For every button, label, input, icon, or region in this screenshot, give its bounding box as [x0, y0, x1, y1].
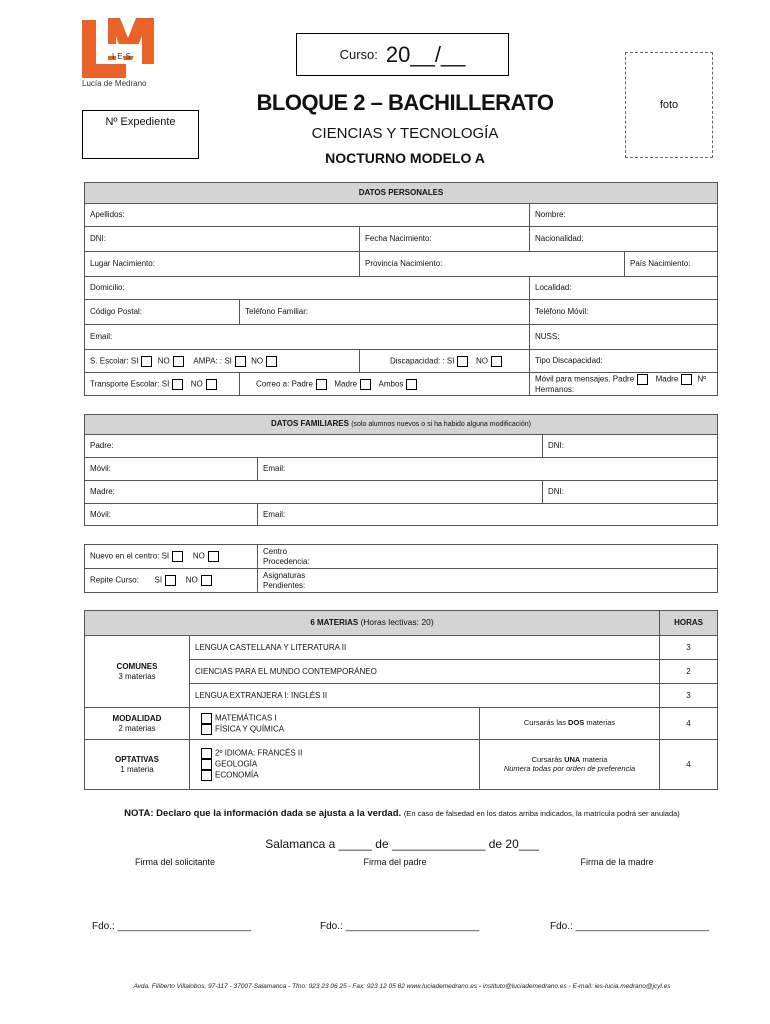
movil-madre-checkbox[interactable]	[681, 374, 692, 385]
fdo-padre[interactable]: Fdo.: ________________________	[320, 921, 480, 932]
ampa-no-label: NO	[251, 356, 264, 366]
repite-no-checkbox[interactable]	[201, 575, 212, 586]
optativas-items	[190, 740, 480, 790]
modalidad-title: MODALIDAD	[112, 714, 162, 724]
nacionalidad-label: Nacionalidad:	[535, 234, 584, 244]
codigo-postal-field[interactable]	[85, 300, 240, 325]
curso-value: 20__/__	[385, 41, 466, 67]
madre-email-field[interactable]	[258, 504, 718, 526]
comun-3-hours: 3	[660, 684, 718, 708]
codigo-postal-label: Código Postal:	[90, 307, 143, 317]
correo-padre-checkbox[interactable]	[316, 379, 327, 390]
dni-label: DNI:	[90, 234, 106, 244]
frances-label: 2º IDIOMA: FRANCÉS II	[215, 748, 303, 758]
discapacidad-si-checkbox[interactable]	[457, 356, 468, 367]
email-field[interactable]	[85, 325, 530, 350]
nuevo-label: Nuevo en el centro: SI	[90, 551, 170, 561]
padre-movil-label: Móvil:	[90, 464, 111, 474]
discapacidad-label: Discapacidad: : SI	[390, 356, 455, 366]
s-escolar-label: S. Escolar: SI	[90, 356, 139, 366]
optativas-note-pre: Cursarás	[531, 754, 562, 764]
lugar-nacimiento-label: Lugar Nacimiento:	[90, 259, 155, 269]
optativas-cell	[85, 740, 190, 790]
asignaturas-label: Asignaturas Pendientes:	[263, 571, 306, 590]
madre-email-label: Email:	[263, 509, 286, 519]
centro-table	[84, 544, 718, 593]
optativas-note	[480, 740, 660, 790]
procedencia-label: Centro Procedencia:	[263, 547, 310, 566]
padre-movil-field[interactable]	[85, 458, 258, 481]
hermanos-label: Nº Hermanos:	[535, 374, 707, 394]
nota-small: (En caso de falsedad en los datos arriba indicados, la matrícula podrá ser anulada)	[403, 809, 680, 818]
comunes-sub: 3 materias	[118, 671, 156, 681]
transporte-si-checkbox[interactable]	[172, 379, 183, 390]
page-subtitle-2: NOCTURNO MODELO A	[325, 150, 485, 166]
padre-email-field[interactable]	[258, 458, 718, 481]
asignaturas-field[interactable]	[258, 569, 718, 593]
personal-heading: DATOS PERSONALES	[85, 183, 718, 204]
logo-letters: IES	[112, 52, 134, 61]
movil-madre-label: Madre	[655, 374, 679, 384]
nuevo-si-checkbox[interactable]	[172, 551, 183, 562]
curso-label: Curso:	[339, 47, 378, 62]
family-heading	[85, 415, 718, 435]
fdo-solicitante[interactable]: Fdo.: ________________________	[92, 921, 252, 932]
procedencia-field[interactable]	[258, 545, 718, 569]
movil-padre-checkbox[interactable]	[637, 374, 648, 385]
nombre-field[interactable]	[530, 204, 718, 227]
pais-nacimiento-label: País Nacimiento:	[630, 259, 691, 269]
comun-3: LENGUA EXTRANJERA I: INGLÉS II	[190, 684, 660, 708]
modalidad-sub: 2 materias	[118, 723, 156, 733]
photo-box	[625, 52, 713, 158]
provincia-nacimiento-field[interactable]	[360, 252, 625, 277]
nombre-label: Nombre:	[535, 210, 566, 220]
correo-ambos-label: Ambos	[378, 379, 404, 389]
economia-label: ECONOMÍA	[215, 770, 259, 780]
movil-padre-label: Móvil para mensajes. Padre	[535, 374, 635, 384]
modalidad-note-bold: DOS	[568, 718, 585, 728]
curso-box[interactable]	[296, 33, 509, 76]
discapacidad-no-checkbox[interactable]	[491, 356, 502, 367]
frances-checkbox[interactable]	[201, 748, 212, 759]
lugar-nacimiento-field[interactable]	[85, 252, 360, 277]
apellidos-label: Apellidos:	[90, 210, 125, 220]
ampa-no-checkbox[interactable]	[266, 356, 277, 367]
madre-dni-label: DNI:	[548, 487, 564, 497]
madre-dni-field[interactable]	[543, 481, 718, 504]
email-label: Email:	[90, 332, 113, 342]
repite-no-label: NO	[185, 575, 198, 585]
apellidos-field[interactable]	[85, 204, 530, 227]
optativas-note-bold: UNA	[564, 754, 581, 764]
comun-1-hours: 3	[660, 636, 718, 660]
madre-field[interactable]	[85, 481, 543, 504]
comunes-title: COMUNES	[116, 662, 158, 672]
personal-data-table	[84, 182, 718, 396]
family-heading-label: DATOS FAMILIARES	[271, 419, 349, 429]
modalidad-items	[190, 708, 480, 740]
fdo-madre[interactable]: Fdo.: ________________________	[550, 921, 710, 932]
nuss-label: NUSS:	[535, 332, 560, 342]
optativas-hours: 4	[660, 740, 718, 790]
nacionalidad-field[interactable]	[530, 227, 718, 252]
s-escolar-no-label: NO	[157, 356, 170, 366]
padre-label: Padre:	[90, 441, 114, 451]
transporte-label: Transporte Escolar: SI	[90, 379, 170, 389]
repite-label: Repite Curso:	[90, 575, 139, 585]
padre-dni-label: DNI:	[548, 441, 564, 451]
geologia-label: GEOLOGÍA	[215, 759, 258, 769]
correo-madre-label: Madre	[334, 379, 358, 389]
modalidad-cell	[85, 708, 190, 740]
correo-padre-label: Correo a: Padre	[256, 379, 313, 389]
provincia-nacimiento-label: Provincia Nacimiento:	[365, 259, 443, 269]
servicios-row	[85, 350, 360, 373]
repite-cell	[85, 569, 258, 593]
page-title: BLOQUE 2 – BACHILLERATO	[256, 90, 554, 115]
nuevo-centro-cell	[85, 545, 258, 569]
modalidad-hours: 4	[660, 708, 718, 740]
domicilio-label: Domicilio:	[90, 283, 125, 293]
telefono-movil-field[interactable]	[530, 300, 718, 325]
modalidad-note	[480, 708, 660, 740]
optativas-note-2: Numera todas por orden de preferencia	[503, 763, 636, 773]
dni-field[interactable]	[85, 227, 360, 252]
horas-heading: HORAS	[660, 611, 718, 636]
pais-nacimiento-field[interactable]	[625, 252, 718, 277]
madre-movil-field[interactable]	[85, 504, 258, 526]
padre-email-label: Email:	[263, 464, 286, 474]
fisica-quimica-label: FÍSICA Y QUÍMICA	[215, 724, 285, 734]
matematicas-label: MATEMÁTICAS I	[215, 713, 277, 723]
comun-2-hours: 2	[660, 660, 718, 684]
localidad-field[interactable]	[530, 277, 718, 300]
firma-solicitante: Firma del solicitante	[134, 857, 216, 867]
logo-caption: Lucía de Medrano	[82, 79, 147, 88]
telefono-familiar-field[interactable]	[240, 300, 530, 325]
nuevo-no-label: NO	[192, 551, 205, 561]
nuss-field[interactable]	[530, 325, 718, 350]
page-subtitle: CIENCIAS Y TECNOLOGÍA	[311, 125, 499, 142]
materias-heading-label: 6 MATERIAS	[310, 618, 359, 628]
fecha-nacimiento-field[interactable]	[360, 227, 530, 252]
correo-ambos-checkbox[interactable]	[406, 379, 417, 390]
expediente-box[interactable]	[82, 110, 199, 159]
geologia-checkbox[interactable]	[201, 759, 212, 770]
nuevo-no-checkbox[interactable]	[208, 551, 219, 562]
madre-movil-label: Móvil:	[90, 509, 111, 519]
transporte-no-label: NO	[190, 379, 203, 389]
expediente-label: Nº Expediente	[105, 116, 176, 128]
localidad-label: Localidad:	[535, 283, 572, 293]
family-data-table	[84, 414, 718, 526]
firma-madre: Firma de la madre	[580, 857, 654, 867]
tipo-discapacidad-field[interactable]	[530, 350, 718, 373]
s-escolar-no-checkbox[interactable]	[173, 356, 184, 367]
discapacidad-no-label: NO	[475, 356, 488, 366]
discapacidad-cell	[360, 350, 530, 373]
repite-si-checkbox[interactable]	[165, 575, 176, 586]
comun-1: LENGUA CASTELLANA Y LITERATURA II	[190, 636, 660, 660]
optativas-title: OPTATIVAS	[115, 755, 159, 765]
fisica-quimica-checkbox[interactable]	[201, 724, 212, 735]
modalidad-note-pre: Cursarás las	[523, 718, 566, 728]
comunes-cell	[85, 636, 190, 708]
tipo-discapacidad-label: Tipo Discapacidad:	[535, 356, 603, 366]
materias-table	[84, 610, 718, 790]
transporte-no-checkbox[interactable]	[206, 379, 217, 390]
s-escolar-si-checkbox[interactable]	[141, 356, 152, 367]
correo-madre-checkbox[interactable]	[360, 379, 371, 390]
nota	[82, 808, 722, 819]
optativas-sub: 1 materia	[120, 764, 154, 774]
domicilio-field[interactable]	[85, 277, 530, 300]
family-heading-note: (solo alumnos nuevos o si ha habido alguna modificación)	[351, 421, 531, 429]
economia-checkbox[interactable]	[201, 770, 212, 781]
padre-field[interactable]	[85, 435, 543, 458]
footer: Avda. Filiberto Villalobos, 97-117 - 37007-Salamanca - Tfno: 923 23 06 25 - Fax: 923 12 05 82 www.luciademedrano.es - instituto@luciademedrano.es - E-mail: ies-lucia.medrano@jcyl.es	[133, 983, 671, 990]
nota-bold: NOTA: Declaro que la información dada se ajusta a la verdad.	[124, 808, 402, 819]
transporte-cell	[85, 373, 240, 396]
ampa-label: AMPA: : SI	[193, 356, 232, 366]
correo-cell	[240, 373, 530, 396]
optativas-note-post: materia	[582, 754, 608, 764]
modalidad-note-post: materias	[586, 718, 616, 728]
madre-label: Madre:	[90, 487, 115, 497]
repite-si-label: SI	[154, 575, 163, 585]
place-date: Salamanca a _____ de ______________ de 20___	[265, 837, 539, 851]
telefono-familiar-label: Teléfono Familiar:	[245, 307, 309, 317]
movil-mensajes-cell	[530, 373, 718, 396]
comun-2: CIENCIAS PARA EL MUNDO CONTEMPORÁNEO	[190, 660, 660, 684]
materias-heading-note: (Horas lectivas: 20)	[360, 617, 434, 628]
matematicas-checkbox[interactable]	[201, 713, 212, 724]
ampa-si-checkbox[interactable]	[235, 356, 246, 367]
padre-dni-field[interactable]	[543, 435, 718, 458]
materias-heading	[85, 611, 660, 636]
photo-label: foto	[659, 99, 679, 111]
fecha-nacimiento-label: Fecha Nacimiento:	[365, 234, 432, 244]
telefono-movil-label: Teléfono Móvil:	[535, 307, 589, 317]
firma-padre: Firma del padre	[363, 857, 427, 867]
